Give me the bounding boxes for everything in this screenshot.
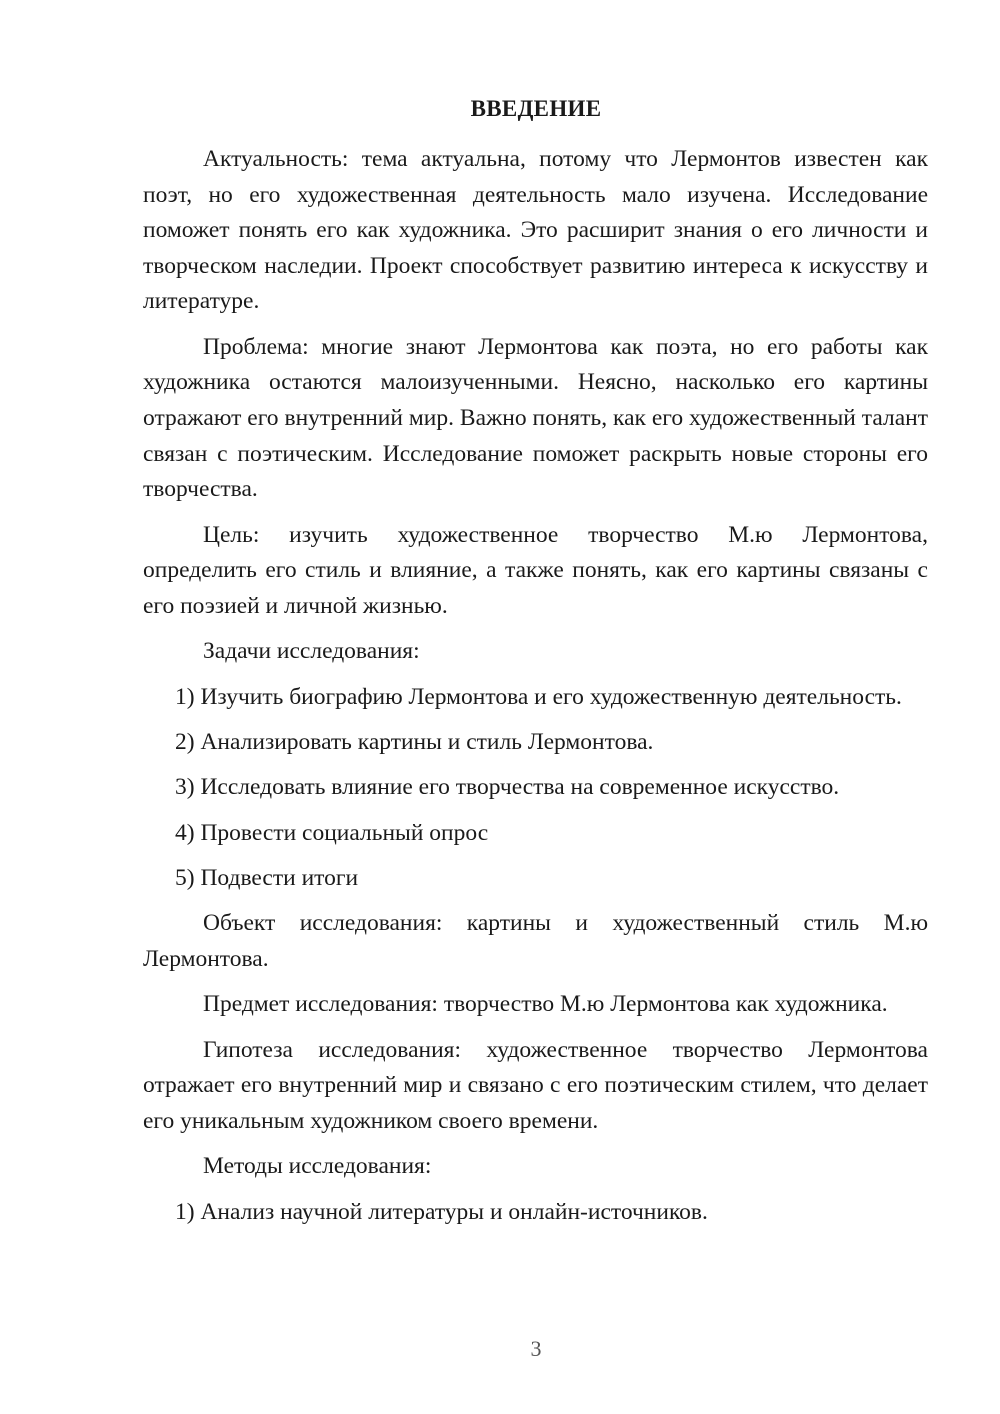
subject-paragraph: Предмет исследования: творчество М.ю Лермонтова как художника. bbox=[203, 991, 888, 1018]
methods-title: Методы исследования: bbox=[203, 1153, 432, 1180]
hypothesis-paragraph: Гипотеза исследования: художественное творчество Лермонтова отражает его внутренний мир и связано с его поэтическим стилем, что делает его уникальным художником своего времени. bbox=[143, 1036, 928, 1135]
object-paragraph: Объект исследования: картины и художественный стиль М.ю Лермонтова. bbox=[143, 910, 928, 973]
section-heading: ВВЕДЕНИЕ bbox=[470, 96, 602, 121]
task-item: 5) Подвести итоги bbox=[175, 865, 359, 892]
task-item: 1) Изучить биографию Лермонтова и его художественную деятельность. bbox=[175, 683, 902, 710]
task-item: 4) Провести социальный опрос bbox=[175, 819, 489, 846]
method-item: 1) Анализ научной литературы и онлайн-источников. bbox=[175, 1198, 708, 1225]
problem-paragraph: Проблема: многие знают Лермонтова как поэта, но его работы как художника остаются малоизученными. Неясно, насколько его картины отражают его внутренний мир. Важно понять, как его художественный талант связан с поэтическим. Исследование поможет раскрыть новые стороны его творчества. bbox=[143, 333, 928, 503]
task-item: 2) Анализировать картины и стиль Лермонтова. bbox=[175, 728, 654, 755]
document-body bbox=[143, 142, 928, 1240]
relevance-paragraph: Актуальность: тема актуальна, потому что Лермонтов известен как поэт, но его художественная деятельность мало изучена. Исследование поможет понять его как художника. Это расширит знания о его личности и творческом наследии. Проект способствует развитию интереса к искусству и литературе. bbox=[143, 146, 928, 315]
page-number: 3 bbox=[530, 1336, 542, 1361]
task-item: 3) Исследовать влияние его творчества на современное искусство. bbox=[175, 774, 840, 801]
tasks-title: Задачи исследования: bbox=[203, 638, 420, 665]
goal-paragraph: Цель: изучить художественное творчество М.ю Лермонтова, определить его стиль и влияние, а также понять, как его картины связаны с его поэзией и личной жизнью. bbox=[143, 521, 928, 619]
